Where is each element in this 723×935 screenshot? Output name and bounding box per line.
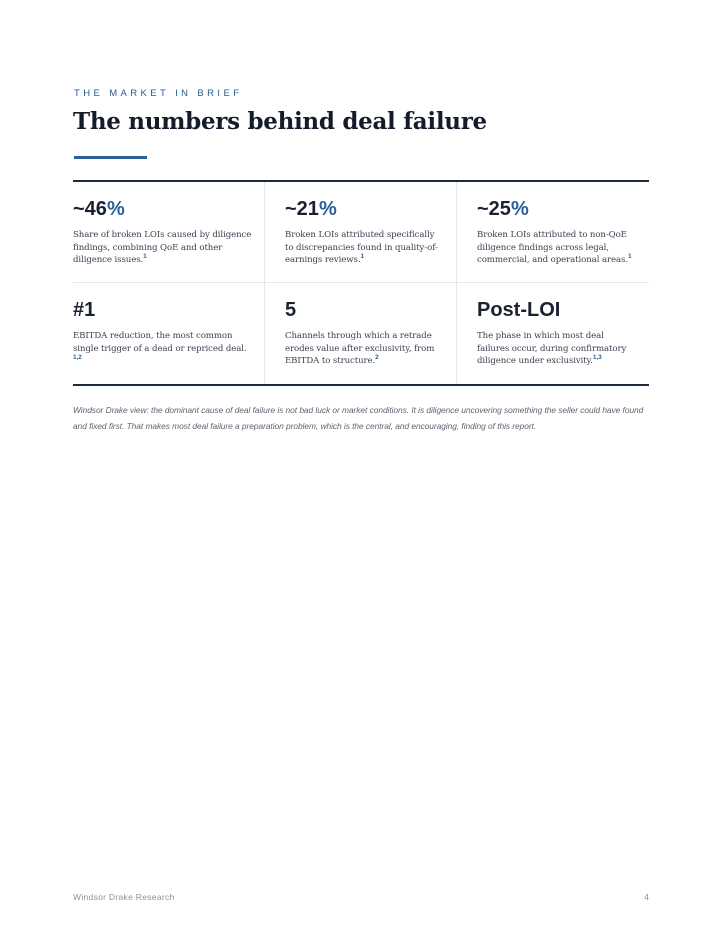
stat-description: Broken LOIs attributed to non-QoE diligence findings across legal, commercial, and operational areas.$^1$ <box>477 230 632 266</box>
stat-value: Post-LOI <box>477 299 561 321</box>
footer-publisher: Windsor Drake Research <box>73 892 175 902</box>
stat-card <box>265 182 457 283</box>
footnote-ref[interactable]: 2 <box>375 354 379 362</box>
stat-suffix: % <box>318 198 337 220</box>
stat-value: 5 <box>285 299 297 321</box>
stat-description: Broken LOIs attributed specifically to discrepancies found in quality-of-earnings reviews.$^1$ <box>285 230 438 266</box>
footnote-ref[interactable]: 1,2 <box>73 354 82 362</box>
page-number: 4 <box>644 892 649 902</box>
stat-description: The phase in which most deal failures occur, during confirmatory diligence under exclusivity.$^{1,3}$ <box>477 331 627 367</box>
section-eyebrow: THE MARKET IN BRIEF <box>74 88 243 99</box>
stat-description: Channels through which a retrade erodes value after exclusivity, from EBITDA to structure.$^2$ <box>285 331 435 367</box>
stat-value: ~21% <box>285 198 337 220</box>
stat-description: EBITDA reduction, the most common single trigger of a dead or repriced deal. $^{1,2}$ <box>73 331 247 362</box>
stat-value: ~46% <box>73 198 125 220</box>
stat-card <box>73 283 265 384</box>
stat-suffix: % <box>510 198 529 220</box>
stats-grid <box>73 180 649 386</box>
stat-card <box>457 283 649 384</box>
stat-card <box>265 283 457 384</box>
footnote-ref[interactable]: 1,3 <box>592 354 602 362</box>
stat-value: ~25% <box>477 198 529 220</box>
footnote-ref[interactable]: 1 <box>627 253 632 261</box>
stat-card <box>73 182 265 283</box>
stat-suffix: % <box>106 198 125 220</box>
title-accent-rule <box>74 156 147 159</box>
footnote-ref[interactable]: 1 <box>360 253 364 261</box>
stat-value: #1 <box>73 299 96 321</box>
footnote-ref[interactable]: 1 <box>143 253 147 261</box>
stat-description: Share of broken LOIs caused by diligence findings, combining QoE and other diligence issues.$^1$ <box>73 230 252 266</box>
editorial-note: Windsor Drake view: the dominant cause of deal failure is not bad luck or market conditions. It is diligence uncovering something the seller could have found and fixed first. That makes most deal failure a preparation problem, which is the central, and encouraging, finding of this report. <box>73 405 644 431</box>
stat-card <box>457 182 649 283</box>
page-title: The numbers behind deal failure <box>73 108 487 135</box>
